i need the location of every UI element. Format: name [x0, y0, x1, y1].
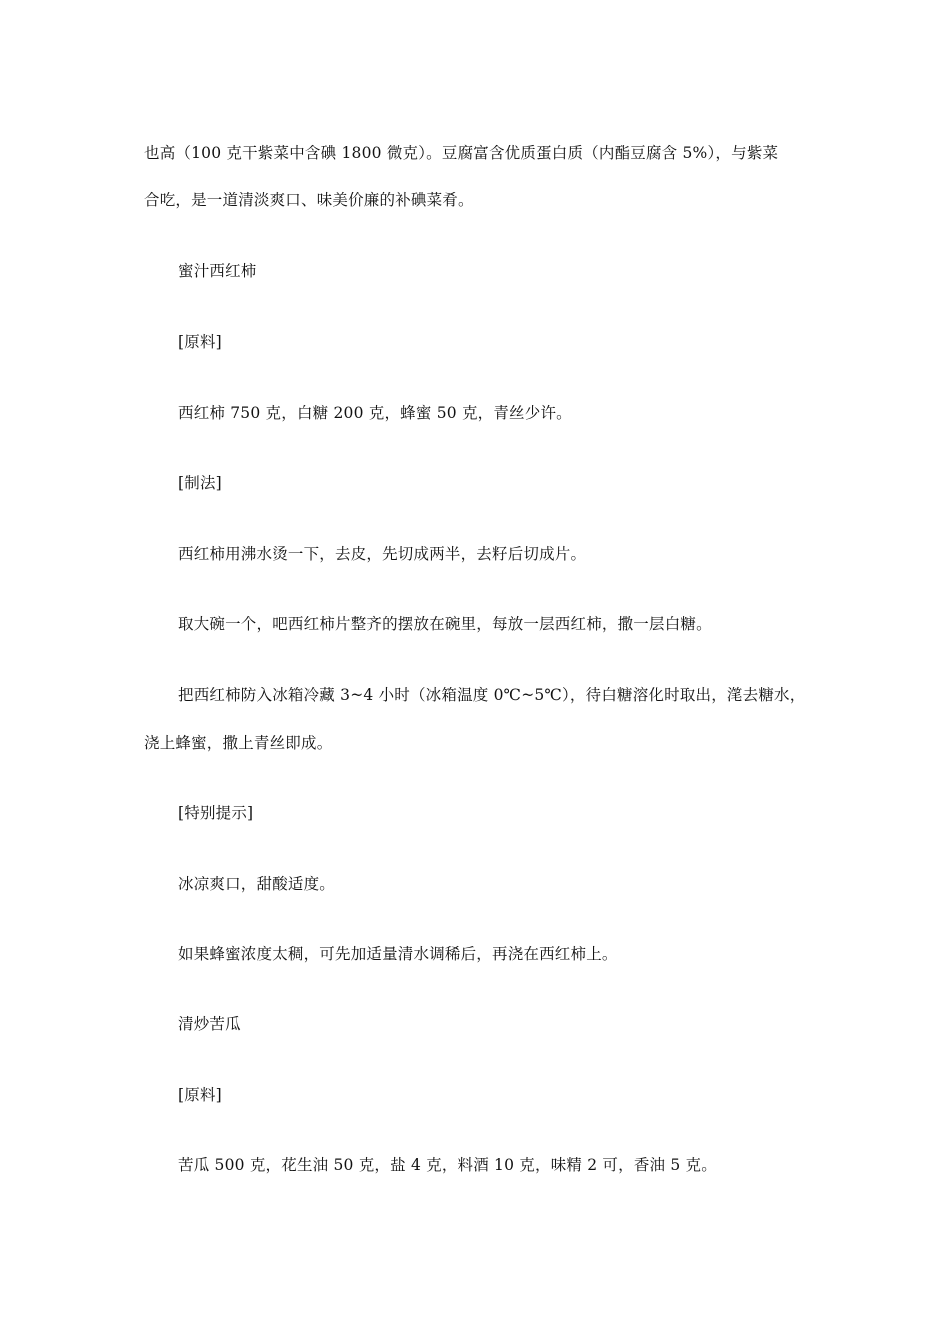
ingredients-line: 西红柿 750 克，白糖 200 克，蜂蜜 50 克，青丝少许。: [178, 404, 572, 422]
method-step-3-continued: 浇上蜂蜜，撒上青丝即成。: [144, 734, 333, 752]
paragraph-line-2: 合吃，是一道清淡爽口、味美价廉的补碘菜肴。: [144, 191, 474, 209]
recipe-title-stir-fried-bitter-melon: 清炒苦瓜: [178, 1015, 241, 1033]
ingredients-line-2: 苦瓜 500 克，花生油 50 克，盐 4 克，料酒 10 克，味精 2 可，香油 5 克。: [178, 1156, 717, 1174]
method-step-3: 把西红柿防入冰箱冷藏 3~4 小时（冰箱温度 0℃~5℃），待白糖溶化时取出，滗去糖水，: [178, 686, 806, 704]
section-heading-ingredients-2: [原料]: [178, 1086, 222, 1104]
tip-line-1: 冰凉爽口，甜酸适度。: [178, 875, 336, 893]
paragraph-line-1: 也高（100 克干紫菜中含碘 1800 微克）。豆腐富含优质蛋白质（内酯豆腐含 5%），与紫菜: [144, 144, 779, 162]
section-heading-ingredients: [原料]: [178, 333, 222, 351]
section-heading-tips: [特别提示]: [178, 804, 254, 822]
method-step-1: 西红柿用沸水烫一下，去皮，先切成两半，去籽后切成片。: [178, 545, 587, 563]
recipe-title-honey-tomato: 蜜汁西红柿: [178, 262, 257, 280]
tip-line-2: 如果蜂蜜浓度太稠，可先加适量清水调稀后，再浇在西红柿上。: [178, 945, 618, 963]
section-heading-method: [制法]: [178, 474, 222, 492]
method-step-2: 取大碗一个，吧西红柿片整齐的摆放在碗里，每放一层西红柿，撒一层白糖。: [178, 615, 712, 633]
